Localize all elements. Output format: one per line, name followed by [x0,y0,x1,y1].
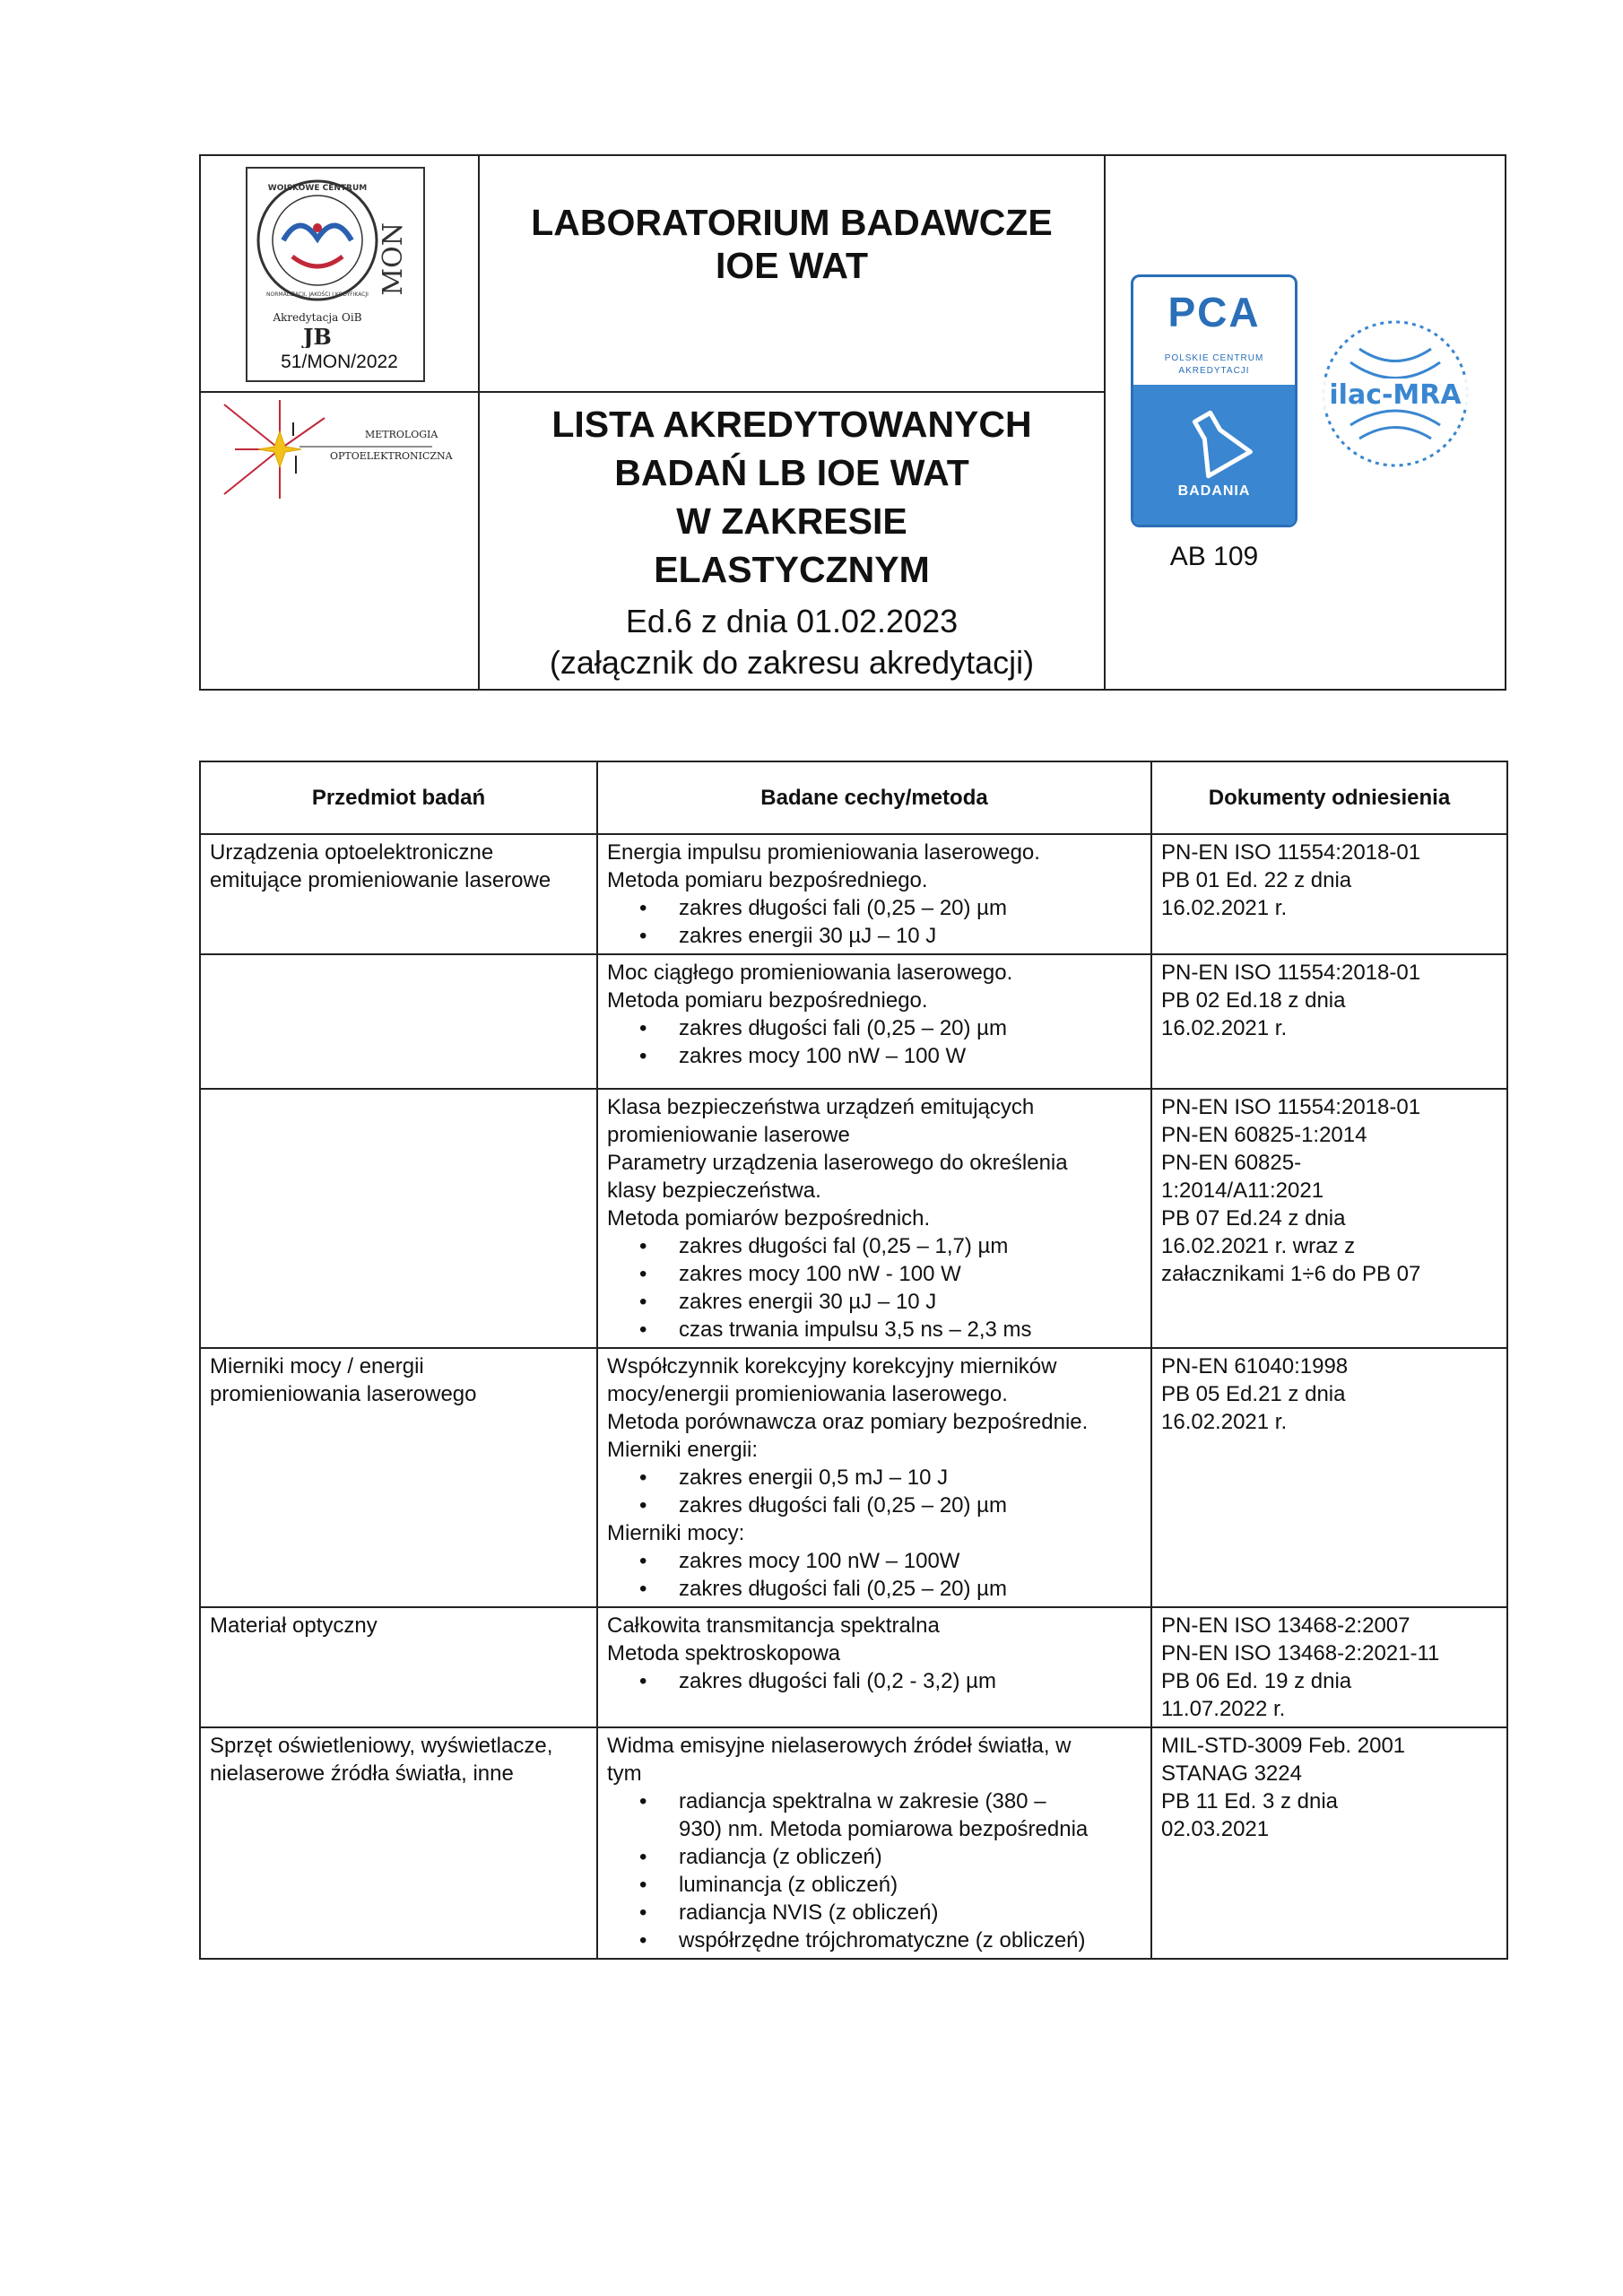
document-line: 16.02.2021 r. [1161,1016,1288,1040]
document-line: 1:2014/A11:2021 [1161,1178,1324,1203]
method-cell [597,1607,1151,1727]
document-line: PN-EN ISO 11554:2018-01 [1161,840,1421,865]
method-bullet: • radiancja (z obliczeń) [607,1843,1141,1871]
method-line: Metoda porównawcza oraz pomiary bezpośrednie. [607,1410,1089,1434]
accreditation-scope-table [199,761,1508,1960]
documents-cell [1151,1727,1507,1959]
document-line: 16.02.2021 r. wraz z [1161,1234,1356,1258]
documents-cell [1151,834,1507,954]
method-bullet: • współrzędne trójchromatyczne (z obliczeń) [607,1926,1141,1954]
seal-mon-text: MON [378,222,409,296]
header-documents: Dokumenty odniesienia [1151,761,1507,834]
header-title-column [480,156,1106,689]
edition-note: (załącznik do zakresu akredytacji) [549,644,1035,681]
document-line: PB 01 Ed. 22 z dnia [1161,868,1352,892]
method-cell [597,954,1151,1089]
accreditation-seal [246,167,425,382]
method-bullet: • zakres energii 30 µJ – 10 J [607,1288,1141,1316]
pca-name [1137,352,1291,378]
document-line: PN-EN ISO 11554:2018-01 [1161,961,1421,985]
document-header [199,154,1506,691]
method-bullet: • luminancja (z obliczeń) [607,1871,1141,1899]
method-bullet: • czas trwania impulsu 3,5 ns – 2,3 ms [607,1316,1141,1344]
document-line: PB 07 Ed.24 z dnia [1161,1206,1346,1231]
method-line: Metoda pomiarów bezpośrednich. [607,1206,931,1231]
flask-icon [1133,397,1298,496]
document-line: PB 06 Ed. 19 z dnia [1161,1669,1352,1693]
method-bullet: • zakres długości fali (0,2 - 3,2) µm [607,1667,1141,1695]
metrology-line2: OPTOELEKTRONICZNA [330,450,453,462]
table-row [200,1089,1507,1348]
document-line: PB 02 Ed.18 z dnia [1161,988,1346,1013]
subject-line: nielaserowe źródła światła, inne [210,1761,514,1786]
pca-logo-text: PCA [1167,289,1261,335]
method-line: Energia impulsu promieniowania laserowego. [607,840,1040,865]
method-line: Mierniki energii: [607,1438,759,1462]
subject-line: promieniowania laserowego [210,1382,477,1406]
seal-top-text: WOJSKOWE CENTRUM [267,184,368,193]
document-line: 16.02.2021 r. [1161,896,1288,920]
method-line: Moc ciągłego promieniowania laserowego. [607,961,1013,985]
method-line: Widma emisyjne nielaserowych źródeł światła, w [607,1734,1072,1758]
document-line: PN-EN 61040:1998 [1161,1354,1349,1378]
method-bullet: • zakres długości fal (0,25 – 1,7) µm [607,1232,1141,1260]
seal-number: 51/MON/2022 [281,352,398,372]
header-method: Badane cechy/metoda [597,761,1151,834]
document-line: PN-EN 60825- [1161,1151,1302,1175]
header-logo-column [201,156,480,689]
list-title-line1: LISTA AKREDYTOWANYCH [551,404,1032,445]
table-row [200,954,1507,1089]
header-accreditation-column [1106,156,1506,689]
subject-cell [200,834,597,954]
method-bullet: • zakres energii 30 µJ – 10 J [607,922,1141,950]
table-row [200,1727,1507,1959]
lab-title-line1: LABORATORIUM BADAWCZE [531,202,1053,243]
metrology-logo [217,400,477,499]
method-line: klasy bezpieczeństwa. [607,1178,821,1203]
table-row [200,1348,1507,1607]
subject-cell [200,1607,597,1727]
document-line: 11.07.2022 r. [1161,1697,1286,1721]
documents-cell [1151,1607,1507,1727]
list-title-line4: ELASTYCZNYM [654,549,930,590]
laser-star-icon [217,400,477,499]
method-bullet: • zakres mocy 100 nW – 100 W [607,1042,1141,1070]
pca-badge-panel [1133,385,1295,525]
method-line: Całkowita transmitancja spektralna [607,1613,940,1638]
ilac-text: ilac-MRA [1329,379,1462,411]
subject-line: Sprzęt oświetleniowy, wyświetlacze, [210,1734,553,1758]
document-line: PN-EN ISO 13468-2:2021-11 [1161,1641,1440,1665]
edition-date: Ed.6 z dnia 01.02.2023 [625,603,959,639]
method-bullet: • radiancja NVIS (z obliczeń) [607,1899,1141,1926]
subject-cell [200,1089,597,1348]
subject-line: emitujące promieniowanie laserowe [210,868,551,892]
document-line: załacznikami 1÷6 do PB 07 [1161,1262,1421,1286]
method-line: Współczynnik korekcyjny korekcyjny mierników [607,1354,1057,1378]
method-cell [597,834,1151,954]
method-line: Metoda pomiaru bezpośredniego. [607,868,928,892]
method-bullet: • zakres mocy 100 nW - 100 W [607,1260,1141,1288]
pca-badge-text: BADANIA [1177,483,1251,499]
method-bullet: • zakres długości fali (0,25 – 20) µm [607,1014,1141,1042]
method-bullet: • zakres długości fali (0,25 – 20) µm [607,1575,1141,1603]
method-bullet: • zakres długości fali (0,25 – 20) µm [607,894,1141,922]
list-title-line2: BADAŃ LB IOE WAT [614,452,969,493]
list-title-line3: W ZAKRESIE [676,500,907,542]
method-line: Mierniki mocy: [607,1521,745,1545]
method-line: Metoda pomiaru bezpośredniego. [607,988,928,1013]
wcnjik-seal-icon [247,169,423,348]
cell-spacer [607,1070,1141,1084]
method-cell [597,1348,1151,1607]
edition-info [480,601,1104,683]
document-line: PB 11 Ed. 3 z dnia [1161,1789,1339,1813]
method-line: Metoda spektroskopowa [607,1641,841,1665]
method-cell [597,1089,1151,1348]
subject-line: Urządzenia optoelektroniczne [210,840,494,865]
document-line: 16.02.2021 r. [1161,1410,1288,1434]
pca-name-line1: POLSKIE CENTRUM [1164,353,1264,363]
subject-line: Materiał optyczny [210,1613,378,1638]
method-bullet: • zakres długości fali (0,25 – 20) µm [607,1492,1141,1519]
header-subject: Przedmiot badań [200,761,597,834]
seal-bottom-text: NORMALIZACJI, JAKOŚCI I KODYFIKACJI [266,291,369,298]
documents-cell [1151,1348,1507,1607]
document-line: PN-EN 60825-1:2014 [1161,1123,1367,1147]
method-line: promieniowanie laserowe [607,1123,850,1147]
seal-letters: JB [303,324,332,348]
method-bullet: • radiancja spektralna w zakresie (380 – 930) nm. Metoda pomiarowa bezpośrednia [607,1787,1141,1843]
method-line: mocy/energii promieniowania laserowego. [607,1382,1008,1406]
subject-cell [200,1348,597,1607]
table-row [200,834,1507,954]
document-line: MIL-STD-3009 Feb. 2001 [1161,1734,1406,1758]
method-bullet: • zakres mocy 100 nW – 100W [607,1547,1141,1575]
table-row [200,1607,1507,1727]
document-line: PN-EN ISO 11554:2018-01 [1161,1095,1421,1119]
document-line: 02.03.2021 [1161,1817,1270,1841]
documents-cell [1151,1089,1507,1348]
lab-title-line2: IOE WAT [715,245,869,286]
document-line: PN-EN ISO 13468-2:2007 [1161,1613,1410,1638]
method-line: Klasa bezpieczeństwa urządzeń emitujących [607,1095,1035,1119]
pca-name-line2: AKREDYTACJI [1178,366,1250,376]
metrology-line1: METROLOGIA [365,429,438,440]
method-cell [597,1727,1151,1959]
list-title [480,400,1104,594]
subject-cell [200,1727,597,1959]
ilac-mra-logo-icon [1310,309,1480,479]
method-line: tym [607,1761,642,1786]
seal-accreditation-text: Akredytacja OiB [273,311,362,324]
pca-logo [1131,274,1298,527]
subject-cell [200,954,597,1089]
table-header-row [200,761,1507,834]
documents-cell [1151,954,1507,1089]
method-line: Parametry urządzenia laserowego do określenia [607,1151,1068,1175]
method-bullet: • zakres energii 0,5 mJ – 10 J [607,1464,1141,1492]
accreditation-number: AB 109 [1169,542,1259,571]
subject-line: Mierniki mocy / energii [210,1354,424,1378]
lab-title [480,201,1104,287]
document-line: PB 05 Ed.21 z dnia [1161,1382,1346,1406]
table-body [200,834,1507,1959]
document-line: STANAG 3224 [1161,1761,1302,1786]
